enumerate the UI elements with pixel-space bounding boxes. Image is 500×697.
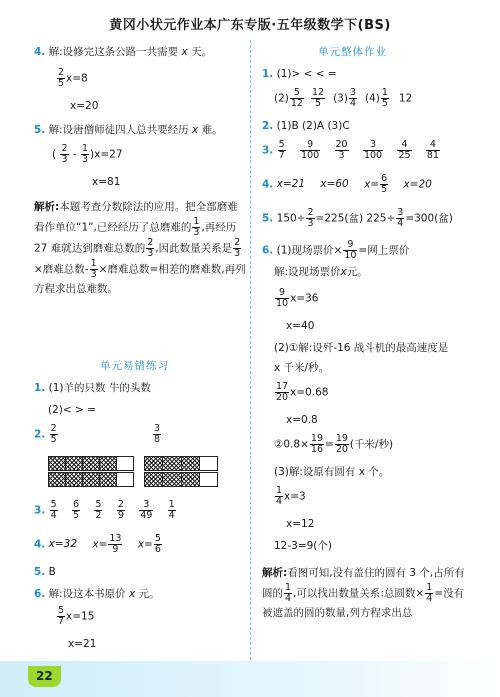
q5-var: x (192, 124, 199, 136)
r4-answer-d: x=20 (403, 178, 432, 191)
r6-l1a: (1)现场票价× (276, 244, 343, 257)
r5-frac-g: $\frac{3}{4}$ (397, 207, 404, 229)
e6-unit: 元。 (138, 588, 160, 600)
e6-equation (56, 606, 94, 627)
r5-mid: =225(盆) 225÷ (315, 212, 396, 225)
page-header (0, 0, 500, 38)
r1-part3-label: (3) (333, 92, 348, 105)
q4-eq-rest: x=8 (66, 72, 88, 85)
r6-l11b: x=3 (284, 490, 306, 503)
left-column (34, 42, 246, 662)
r6-l9d: (千米/秒) (349, 438, 394, 451)
r6-line13: 12-3=9(个) (274, 540, 333, 552)
q4-eq-fraction: $\frac{2}{5}$ (58, 67, 65, 89)
e5-number: 5. (34, 566, 46, 578)
r3-line (262, 140, 441, 161)
r6-l11-frac: $\frac{1}{4}$ (276, 485, 283, 507)
explain-frac-2: $\frac{2}{3}$ (147, 237, 154, 260)
e3-frac-1: $\frac{5}{4}$ (50, 499, 57, 521)
r6-l1b: =网上票价 (358, 244, 410, 257)
q4-equation (56, 68, 88, 89)
r1-part1: (1)> < < = (276, 68, 337, 80)
r1-part4-label: (4) (364, 92, 380, 105)
explain-frac-1: $\frac{1}{3}$ (193, 216, 200, 239)
r5-frac-f: $\frac{2}{3}$ (307, 207, 314, 229)
r6-line6: x 千米/秒。 (274, 362, 330, 374)
r4-answer-c-pre: x= (364, 178, 380, 191)
q5-label: 解:设唐僧师徒四人总共要经历 (48, 124, 189, 136)
r6-line11 (274, 486, 306, 507)
e1-text-1: (1)羊的只数 牛的头数 (48, 382, 151, 394)
r4-answer-b: x=60 (320, 178, 349, 191)
r6-l9-frac-b: $\frac{19}{20}$ (335, 433, 348, 455)
e3-frac-2: $\frac{6}{5}$ (73, 499, 80, 521)
e6-eq-frac: $\frac{5}{7}$ (58, 605, 65, 627)
r6-line8: x=0.8 (286, 414, 318, 426)
explain-text-3: ,因此数量关系是 (155, 242, 233, 255)
r1-frac-a: $\frac{5}{12}$ (290, 87, 303, 109)
right-explanation (262, 564, 470, 624)
explain-frac-4: $\frac{1}{3}$ (90, 258, 97, 281)
r6-line3 (274, 288, 318, 309)
q5-open-paren: ( (52, 148, 57, 161)
r5-line (262, 208, 453, 229)
section-title-unit: 单元整体作业 (318, 46, 387, 58)
explain-text-4: ×磨难总数- (34, 263, 89, 276)
r4-line (262, 174, 432, 195)
r1-line2 (274, 88, 412, 109)
r1-number: 1. (262, 68, 274, 80)
r4-number: 4. (262, 178, 274, 191)
e6-line (34, 588, 160, 601)
r6-l2: 解:设现场票价 (274, 266, 341, 278)
e3-frac-5: $\frac{3}{49}$ (140, 499, 153, 521)
e6-var: x (129, 588, 136, 600)
e5-text: B (48, 566, 56, 578)
rexplain-frac-1: $\frac{1}{4}$ (285, 582, 292, 605)
e4-answer-a: x=32 (48, 538, 78, 551)
rexplain-text-1: 看图可知,没有盖住的圆有 3 个,占所有圆的 (262, 567, 465, 600)
q5-equation (52, 144, 123, 165)
explain-text-2: ,再经历 27 难就达到磨难总数的 (34, 221, 237, 255)
q4-var: x (181, 46, 188, 58)
r3-frac-5: $\frac{4}{25}$ (398, 139, 411, 161)
r6-l3b: x=36 (290, 292, 319, 305)
page-footer (0, 661, 500, 697)
r3-number: 3. (262, 144, 274, 157)
q4-unit: 天。 (191, 46, 213, 58)
r5-post: =300(盆) (405, 212, 453, 225)
q5-number: 5. (34, 124, 46, 136)
header-title: 黄冈小状元作业本广东专版·五年级数学下(BS) (109, 18, 391, 33)
e6-number: 6. (34, 588, 46, 600)
r2-line (262, 120, 350, 133)
explain-frac-3: $\frac{2}{3}$ (234, 237, 241, 260)
explain-text-5: ×磨难总数=相差的磨难数,再列方程求出总难数。 (34, 263, 246, 296)
r6-line9 (274, 434, 393, 455)
r6-line12: x=12 (286, 518, 315, 530)
r4-answer-a: x=21 (276, 178, 306, 191)
r6-l9a: ②0.8× (274, 438, 309, 451)
rexplain-head: 解析: (262, 567, 288, 579)
e5-line (34, 566, 56, 579)
e2-bar-b2 (144, 472, 218, 487)
e1-line2: (2)< > = (48, 404, 96, 416)
r6-line10: (3)解:设原有圆有 x 个。 (274, 466, 390, 478)
r1-part2-label: (2) (274, 92, 289, 105)
r6-l9-frac-a: $\frac{19}{16}$ (310, 433, 324, 455)
q5-eq-rest: )x=27 (90, 148, 123, 161)
r6-line2 (274, 266, 368, 279)
rexplain-frac-2: $\frac{1}{4}$ (426, 582, 433, 605)
r4-answer-c-frac: $\frac{6}{5}$ (381, 173, 388, 195)
r6-l9b: = (325, 438, 334, 451)
e3-line (34, 500, 177, 521)
e3-frac-3: $\frac{5}{2}$ (95, 499, 102, 521)
r5-pre: 150÷ (276, 212, 306, 225)
r1-frac-d: $\frac{1}{5}$ (381, 87, 388, 109)
q5-answer: x=81 (92, 176, 121, 188)
r6-line7 (274, 382, 328, 403)
e6-label: 解:设这本书原价 (48, 588, 126, 600)
page-number: 22 (28, 666, 61, 687)
r3-frac-1: $\frac{5}{7}$ (278, 139, 285, 161)
r2-number: 2. (262, 120, 274, 132)
r6-l7-frac: $\frac{17}{20}$ (276, 381, 289, 403)
r2-text: (1)B (2)A (3)C (276, 120, 350, 132)
left-explanation (34, 198, 246, 300)
r3-frac-3: $\frac{20}{3}$ (335, 139, 348, 161)
r3-frac-4: $\frac{3}{100}$ (363, 139, 383, 161)
r3-frac-6: $\frac{4}{81}$ (426, 139, 439, 161)
e4-answer-c-pre: x= (137, 538, 153, 551)
r6-number: 6. (262, 244, 274, 257)
e4-line (34, 534, 163, 555)
e1-line1 (34, 382, 151, 395)
q4-line (34, 46, 212, 59)
r6-line5: (2)①解:设歼-16 战斗机的最高速度是 (274, 342, 449, 354)
q5-minus: - (72, 148, 77, 161)
e2-fraction-b: $\frac{3}{8}$ (154, 423, 161, 445)
r1-frac-c: $\frac{3}{4}$ (349, 87, 356, 109)
q4-number: 4. (34, 46, 46, 58)
e3-frac-4: $\frac{2}{9}$ (117, 499, 124, 521)
e4-answer-b-frac: $\frac{13}{9}$ (109, 533, 122, 555)
r1-frac-b: $\frac{12}{5}$ (311, 87, 325, 109)
q5-fraction-b: $\frac{1}{3}$ (81, 143, 89, 165)
r6-l3-frac: $\frac{9}{10}$ (276, 287, 289, 309)
rexplain-text-2: ,可以找出数量关系:总圆数× (293, 587, 425, 600)
e4-answer-b-pre: x= (92, 538, 108, 551)
e2-bar-b (144, 456, 218, 471)
q4-label: 解:设修完这条公路一共需要 (48, 46, 179, 58)
e2-fraction-a: $\frac{2}{5}$ (50, 423, 57, 445)
e2-bar-a (48, 456, 134, 471)
r1-value-e: 12 (398, 92, 413, 105)
q4-answer: x=20 (70, 100, 99, 112)
r6-l7b: x=0.68 (290, 386, 329, 399)
r5-number: 5. (262, 212, 274, 225)
e6-answer: x=21 (68, 638, 97, 650)
q5-line (34, 124, 223, 137)
q5-unit: 难。 (201, 124, 223, 136)
r6-l2-var: x (340, 266, 347, 278)
e2-number: 2. (34, 428, 46, 441)
right-column (262, 42, 470, 662)
column-divider (250, 40, 251, 665)
e2-line (34, 424, 59, 445)
rexplain-text-3: =没有被遮盖的圆的数量,列方程求出总 (262, 587, 465, 620)
explain-text-1: 本题考查分数除法的应用。把全部磨难看作单位“1”,已经经历了总磨难的 (34, 201, 238, 234)
r3-frac-2: $\frac{9}{100}$ (301, 139, 320, 161)
explain-head: 解析: (34, 201, 60, 213)
section-title-errors: 单元易错练习 (100, 360, 169, 372)
r6-l2-unit: 元。 (346, 266, 368, 278)
r6-line1 (262, 240, 409, 261)
e4-answer-c-frac: $\frac{5}{6}$ (154, 533, 161, 555)
r6-line4: x=40 (286, 320, 315, 332)
e1-number: 1. (34, 382, 46, 394)
r6-l1-frac: $\frac{9}{10}$ (344, 239, 357, 261)
e4-number: 4. (34, 538, 46, 551)
e6-eq-rest: x=15 (66, 610, 95, 623)
e3-frac-6: $\frac{1}{4}$ (168, 499, 175, 521)
q5-fraction-a: $\frac{2}{3}$ (61, 143, 68, 165)
r1-line1 (262, 68, 337, 81)
e3-number: 3. (34, 504, 46, 517)
e2-fraction-b-wrap (152, 424, 162, 445)
e2-bar-a2 (48, 472, 134, 487)
